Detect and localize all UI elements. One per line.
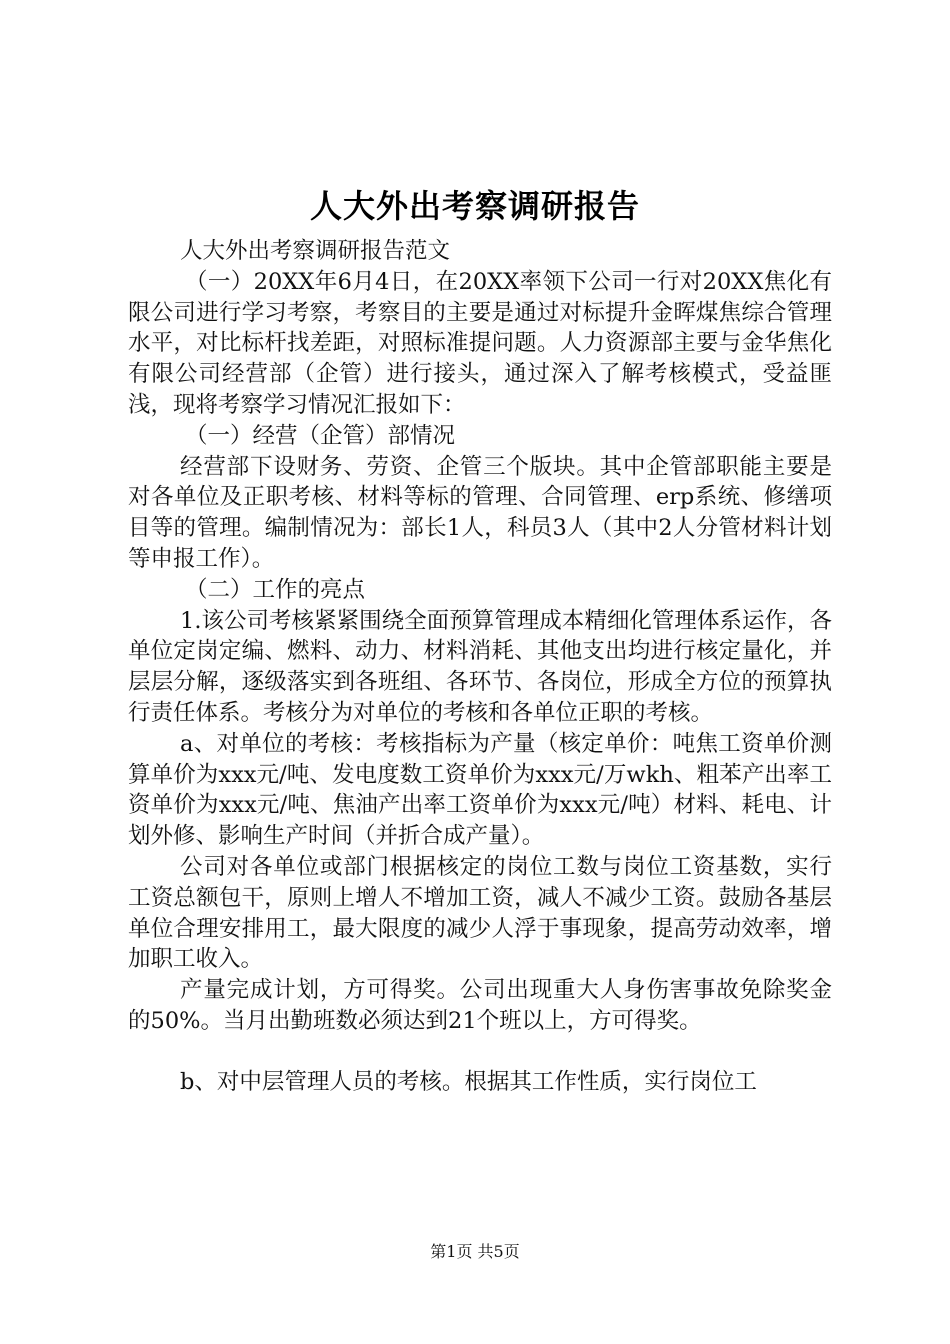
wage-policy-paragraph: 公司对各单位或部门根据核定的岗位工数与岗位工资基数，实行工资总额包干，原则上增人不增加工资，减人不减少工资。鼓励各基层单位合理安排用工，最大限度的减少人浮于事现象，提高劳动效率，增加职工收入。 <box>128 853 832 973</box>
unit-assessment-paragraph: a、对单位的考核：考核指标为产量（核定单价：吨焦工资单价测算单价为xxx元/吨、发电度数工资单价为xxx元/万wkh、粗苯产出率工资单价为xxx元/吨、焦油产出率工资单价为xxx元/吨）材料、耗电、计划外修、影响生产时间（并折合成产量）。 <box>128 730 832 850</box>
subtitle-paragraph: 人大外出考察调研报告范文 <box>180 238 451 264</box>
section-heading-2: （二）工作的亮点 <box>185 576 366 603</box>
highlight-paragraph-1: 1.该公司考核紧紧围绕全面预算管理成本精细化管理体系运作，各单位定岗定编、燃料、动力、材料消耗、其他支出均进行核定量化，并层层分解，逐级落实到各班组、各环节、各岗位，形成全方位的预算执行责任体系。考核分为对单位的考核和各单位正职的考核。 <box>128 607 832 726</box>
page-number-footer: 第1页 共5页 <box>430 1242 520 1261</box>
department-paragraph: 经营部下设财务、劳资、企管三个版块。其中企管部职能主要是对各单位及正职考核、材料等标的管理、合同管理、erp系统、修缮项目等的管理。编制情况为：部长1人，科员3人（其中2人分管材料计划等申报工作）。 <box>128 453 832 572</box>
intro-paragraph: （一）20XX年6月4日，在20XX率领下公司一行对20XX焦化有限公司进行学习考察，考察目的主要是通过对标提升金晖煤焦综合管理水平，对比标杆找差距，对照标准提问题。人力资源部主要与金华焦化有限公司经营部（企管）进行接头，通过深入了解考核模式，受益匪浅，现将考察学习情况汇报如下： <box>128 268 832 418</box>
bonus-paragraph: 产量完成计划，方可得奖。公司出现重大人身伤害事故免除奖金的50%。当月出勤班数必须达到21个班以上，方可得奖。 <box>128 977 832 1034</box>
section-heading-1: （一）经营（企管）部情况 <box>185 422 456 449</box>
document-body <box>128 236 832 1098</box>
manager-assessment-paragraph: b、对中层管理人员的考核。根据其工作性质，实行岗位工 <box>180 1068 757 1095</box>
document-title: 人大外出考察调研报告 <box>309 187 640 225</box>
paragraph-spacer <box>128 1037 832 1067</box>
